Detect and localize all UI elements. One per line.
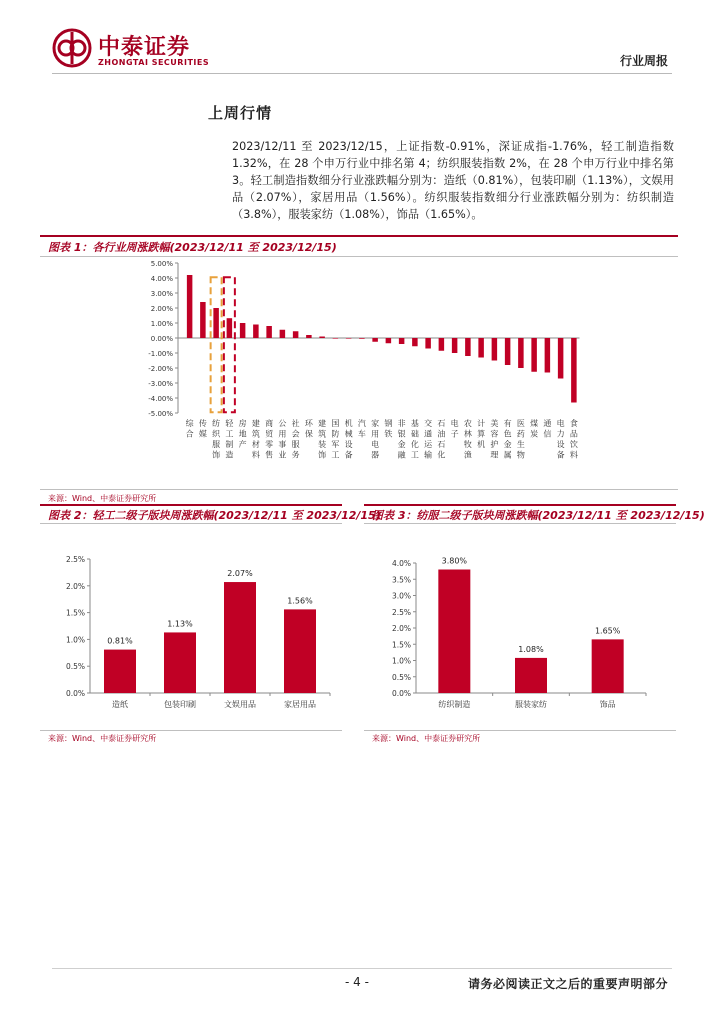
chart2-y-tick-label: 2.5% bbox=[65, 555, 85, 564]
chart3-x-tick-label: 纺织制造 bbox=[438, 700, 471, 709]
chart1-bar bbox=[531, 338, 537, 372]
chart1-bar bbox=[372, 338, 378, 342]
chart1-x-tick-label: 食品饮料 bbox=[569, 419, 578, 460]
chart1-y-tick-label: -4.00% bbox=[148, 395, 173, 403]
chart1-y-tick-label: 3.00% bbox=[150, 290, 173, 298]
chart1-bar bbox=[227, 318, 233, 338]
textile-apparel-subsector-chart bbox=[364, 523, 676, 728]
chart1-bar bbox=[425, 338, 431, 349]
chart1-x-tick-label: 纺织服饰 bbox=[212, 419, 221, 460]
chart1-bar bbox=[266, 326, 272, 338]
chart1-highlight-light-industry bbox=[224, 277, 235, 412]
chart1-x-tick-label: 煤炭 bbox=[530, 419, 539, 439]
figure-3-bottom-rule bbox=[364, 730, 676, 731]
figure-3-source: 来源：Wind、中泰证券研究所 bbox=[372, 734, 481, 743]
chart1-bar bbox=[319, 337, 325, 339]
figure-1-top-rule bbox=[40, 235, 678, 237]
header-divider bbox=[52, 73, 672, 74]
chart1-x-tick-label: 汽车 bbox=[357, 419, 366, 439]
chart1-bar bbox=[213, 308, 219, 338]
figure-1-caption: 图表 1：各行业周涨跌幅(2023/12/11 至 2023/12/15) bbox=[48, 241, 337, 254]
chart1-x-tick-label: 电子 bbox=[450, 419, 459, 439]
figure-3-caption: 图表 3：纺服二级子版块周涨跌幅(2023/12/11 至 2023/12/15) bbox=[372, 509, 705, 522]
chart1-bar bbox=[306, 335, 312, 338]
chart1-bar bbox=[293, 331, 299, 338]
chart1-bar bbox=[558, 338, 564, 379]
chart1-highlight-textile bbox=[211, 277, 222, 412]
chart2-bar bbox=[164, 632, 196, 693]
chart3-y-tick-label: 1.5% bbox=[391, 640, 411, 650]
chart1-bar bbox=[399, 338, 405, 344]
chart2-x-tick-label: 造纸 bbox=[112, 700, 128, 709]
chart1-y-tick-label: -3.00% bbox=[148, 380, 173, 388]
chart3-y-tick-label: 2.0% bbox=[391, 624, 411, 633]
chart1-x-tick-label: 石油石化 bbox=[437, 419, 446, 460]
chart1-x-tick-label: 传媒 bbox=[198, 419, 207, 439]
chart1-bar bbox=[478, 338, 484, 358]
chart2-bar bbox=[104, 650, 136, 693]
chart1-bar bbox=[412, 338, 418, 346]
chart1-x-tick-label: 交通运输 bbox=[424, 419, 433, 460]
chart2-x-tick-label: 文娱用品 bbox=[224, 700, 256, 709]
section-paragraph: 2023/12/11 至 2023/12/15，上证指数-0.91%，深证成指-1.76%，轻工制造指数 1.32%，在 28 个申万行业中排名第 4；纺织服装指数 2%，在 28 个申万行业中排名第 3。轻工制造指数细分行业涨跌幅分别为：造纸（0.81%），包装印刷（1.13%），文娱用品（2.07%），家居用品（1.56%）。纺织服装指数细分行业涨跌幅分别为：纺织制造（3.8%），服装家纺（1.08%），饰品（1.65%）。 bbox=[232, 140, 674, 221]
chart1-y-tick-label: 5.00% bbox=[150, 260, 173, 268]
logo-chinese-name: 中泰证券 bbox=[98, 35, 191, 60]
chart3-y-tick-label: 4.0% bbox=[391, 559, 411, 568]
chart1-bar bbox=[545, 338, 551, 373]
chart1-bar bbox=[240, 323, 246, 338]
chart1-y-tick-label: -5.00% bbox=[148, 410, 173, 418]
chart1-x-tick-label: 非银金融 bbox=[397, 419, 406, 460]
chart2-bar bbox=[224, 582, 256, 693]
chart3-bar bbox=[438, 570, 470, 694]
chart1-x-tick-label: 房地产 bbox=[238, 419, 247, 449]
chart1-x-tick-label: 综合 bbox=[185, 419, 194, 439]
company-logo bbox=[52, 26, 232, 74]
chart3-y-tick-label: 3.5% bbox=[391, 575, 411, 585]
chart1-bar bbox=[346, 338, 352, 339]
chart2-y-tick-label: 1.5% bbox=[65, 608, 85, 618]
figure-1-bottom-rule bbox=[40, 489, 678, 490]
chart1-bar bbox=[571, 338, 577, 403]
chart1-x-tick-label: 家用电器 bbox=[371, 419, 380, 460]
chart1-y-tick-label: -2.00% bbox=[148, 365, 173, 373]
chart1-x-tick-label: 环保 bbox=[304, 419, 313, 439]
logo-mark-icon bbox=[52, 28, 92, 68]
chart1-y-tick-label: 1.00% bbox=[150, 320, 173, 328]
chart1-x-tick-label: 建筑装饰 bbox=[318, 419, 327, 460]
chart3-bar bbox=[592, 639, 624, 693]
figure-2-caption: 图表 2：轻工二级子版块周涨跌幅(2023/12/11 至 2023/12/15) bbox=[48, 509, 381, 522]
chart1-x-tick-label: 轻工制造 bbox=[225, 419, 234, 460]
chart1-x-tick-label: 计算机 bbox=[477, 419, 486, 449]
figure-2-bottom-rule bbox=[40, 730, 342, 731]
chart2-y-tick-label: 1.0% bbox=[65, 635, 85, 645]
chart1-x-tick-label: 电力设备 bbox=[556, 419, 565, 460]
chart1-x-tick-label: 商贸零售 bbox=[265, 419, 274, 460]
section-title: 上周行情 bbox=[208, 104, 273, 122]
chart2-data-label: 0.81% bbox=[107, 636, 133, 646]
figure-2-top-rule bbox=[40, 504, 342, 506]
chart1-bar bbox=[359, 338, 365, 339]
chart1-x-tick-label: 公用事业 bbox=[278, 419, 287, 460]
footer-disclaimer: 请务必阅读正文之后的重要声明部分 bbox=[467, 977, 668, 991]
chart1-x-tick-label: 社会服务 bbox=[291, 419, 300, 460]
chart1-x-tick-label: 机械设备 bbox=[344, 419, 353, 460]
chart1-x-tick-label: 建筑材料 bbox=[251, 419, 260, 460]
chart3-data-label: 3.80% bbox=[441, 556, 468, 566]
chart1-bar bbox=[333, 338, 339, 339]
chart1-bar bbox=[253, 325, 259, 339]
chart3-data-label: 1.65% bbox=[594, 626, 621, 636]
figure-3-top-rule bbox=[364, 504, 676, 506]
chart1-x-tick-label: 农林牧渔 bbox=[463, 419, 472, 460]
chart2-x-tick-label: 家居用品 bbox=[284, 700, 316, 709]
chart1-bar bbox=[439, 338, 445, 351]
chart1-bar bbox=[187, 275, 193, 338]
chart1-bar bbox=[280, 330, 286, 338]
chart1-y-tick-label: -1.00% bbox=[148, 350, 173, 358]
figure-2-source: 来源：Wind、中泰证券研究所 bbox=[48, 734, 157, 743]
chart1-bar bbox=[200, 302, 206, 338]
chart3-y-tick-label: 0.0% bbox=[391, 689, 411, 698]
chart1-bar bbox=[452, 338, 458, 353]
chart3-y-tick-label: 0.5% bbox=[391, 672, 411, 682]
industry-weekly-change-chart bbox=[40, 256, 680, 486]
footer-divider bbox=[52, 968, 672, 969]
chart3-x-tick-label: 服装家纺 bbox=[515, 700, 547, 709]
chart1-bar bbox=[465, 338, 471, 356]
chart2-data-label: 1.13% bbox=[167, 619, 193, 629]
chart1-x-tick-label: 美容护理 bbox=[490, 419, 499, 460]
chart1-x-tick-label: 国防军工 bbox=[331, 419, 340, 460]
chart1-x-tick-label: 通信 bbox=[543, 419, 552, 439]
chart2-data-label: 2.07% bbox=[227, 569, 253, 579]
chart3-data-label: 1.08% bbox=[518, 644, 544, 654]
chart1-x-tick-label: 医药生物 bbox=[516, 419, 525, 460]
chart1-x-tick-label: 钢铁 bbox=[384, 419, 393, 439]
chart3-y-tick-label: 2.5% bbox=[391, 607, 411, 617]
chart2-y-tick-label: 0.5% bbox=[65, 662, 85, 672]
page-number: - 4 - bbox=[345, 975, 369, 989]
figure-1-source: 来源：Wind、中泰证券研究所 bbox=[48, 494, 157, 503]
chart3-bar bbox=[515, 658, 547, 693]
light-industry-subsector-chart bbox=[40, 523, 342, 728]
chart1-y-tick-label: 2.00% bbox=[150, 305, 173, 313]
chart2-data-label: 1.56% bbox=[287, 596, 313, 606]
chart2-bar bbox=[284, 609, 316, 693]
chart1-y-tick-label: 4.00% bbox=[150, 275, 173, 283]
chart2-y-tick-label: 2.0% bbox=[65, 581, 85, 591]
chart3-x-tick-label: 饰品 bbox=[599, 700, 616, 709]
chart1-y-tick-label: 0.00% bbox=[150, 335, 173, 343]
chart3-y-tick-label: 3.0% bbox=[391, 591, 411, 601]
chart1-x-tick-label: 有色金属 bbox=[503, 419, 512, 460]
chart1-bar bbox=[518, 338, 524, 368]
chart3-y-tick-label: 1.0% bbox=[391, 656, 411, 666]
chart1-bar bbox=[386, 338, 392, 343]
chart1-bar bbox=[505, 338, 511, 365]
chart1-x-tick-label: 基础化工 bbox=[410, 419, 419, 460]
logo-english-name: ZHONGTAI SECURITIES bbox=[98, 58, 210, 67]
chart2-y-tick-label: 0.0% bbox=[65, 689, 85, 698]
report-type-label: 行业周报 bbox=[619, 54, 668, 68]
chart2-x-tick-label: 包装印刷 bbox=[164, 700, 196, 709]
chart1-bar bbox=[492, 338, 498, 361]
